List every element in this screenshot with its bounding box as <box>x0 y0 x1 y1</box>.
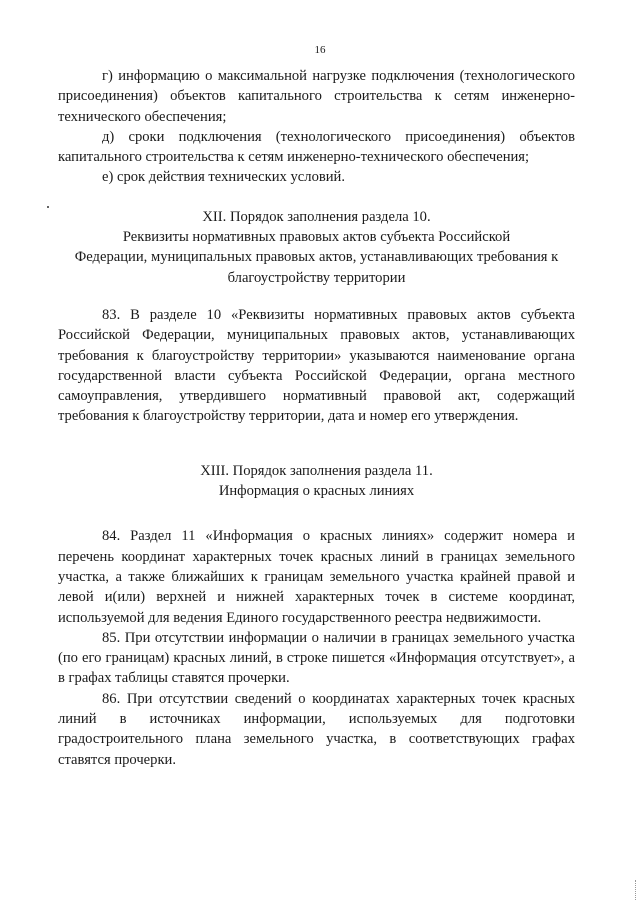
document-body <box>58 66 575 770</box>
section-12-title-line-4: благоустройству территории <box>227 269 406 286</box>
section-12-title-line-2: Реквизиты нормативных правовых актов субъекта Российской <box>122 229 511 246</box>
section-12-heading <box>58 207 575 288</box>
section-12-title-line-1: XII. Порядок заполнения раздела 10. <box>202 208 431 225</box>
paragraph-85: 85. При отсутствии информации о наличии в границах земельного участка (по его границам) красных линий, в строке пишется «Информация отсутствует», а в графах таблицы ставятся прочерки. <box>58 629 575 687</box>
section-13-title-line-1: XIII. Порядок заполнения раздела 11. <box>200 462 433 479</box>
paragraph-83: 83. В разделе 10 «Реквизиты нормативных правовых актов субъекта Российской Федерации, муниципальных правовых актов, устанавливающих требования к благоустройству территории» указываются наименование органа государственной власти субъекта Российской Федерации, органа местного самоуправления, утвердившего нормативный правовой акт, содержащий требования к благоустройству территории, дата и номер его утверждения. <box>58 306 575 425</box>
scan-edge-mark <box>635 880 640 900</box>
page-number: 16 <box>314 44 326 56</box>
section-12-title-line-3: Федерации, муниципальных правовых актов, устанавливающих требования к <box>74 249 559 266</box>
section-13-heading <box>58 461 575 502</box>
paragraph-86: 86. При отсутствии сведений о координатах характерных точек красных линий в источниках информации, используемых для подготовки градостроительного плана земельного участка, в соответствующих графах ставятся прочерки. <box>58 690 575 768</box>
section-13-title-line-2: Информация о красных линиях <box>218 483 415 500</box>
scan-speck <box>47 206 49 208</box>
paragraph-84: 84. Раздел 11 «Информация о красных линиях» содержит номера и перечень координат характерных точек красных линий в границах земельного участка, а также ближайших к границам земельного участка крайней правой и левой и(или) верхней и нижней характерных точек в системе координат, используемой для ведения Единого государственного реестра недвижимости. <box>58 528 575 626</box>
paragraph-e: е) срок действия технических условий. <box>102 169 346 186</box>
paragraph-d: д) сроки подключения (технологического присоединения) объектов капитального строительства к сетям инженерно-технического обеспечения; <box>58 128 575 166</box>
paragraph-g: г) информацию о максимальной нагрузке подключения (технологического присоединения) объектов капитального строительства к сетям инженерно-технического обеспечения; <box>58 68 575 125</box>
